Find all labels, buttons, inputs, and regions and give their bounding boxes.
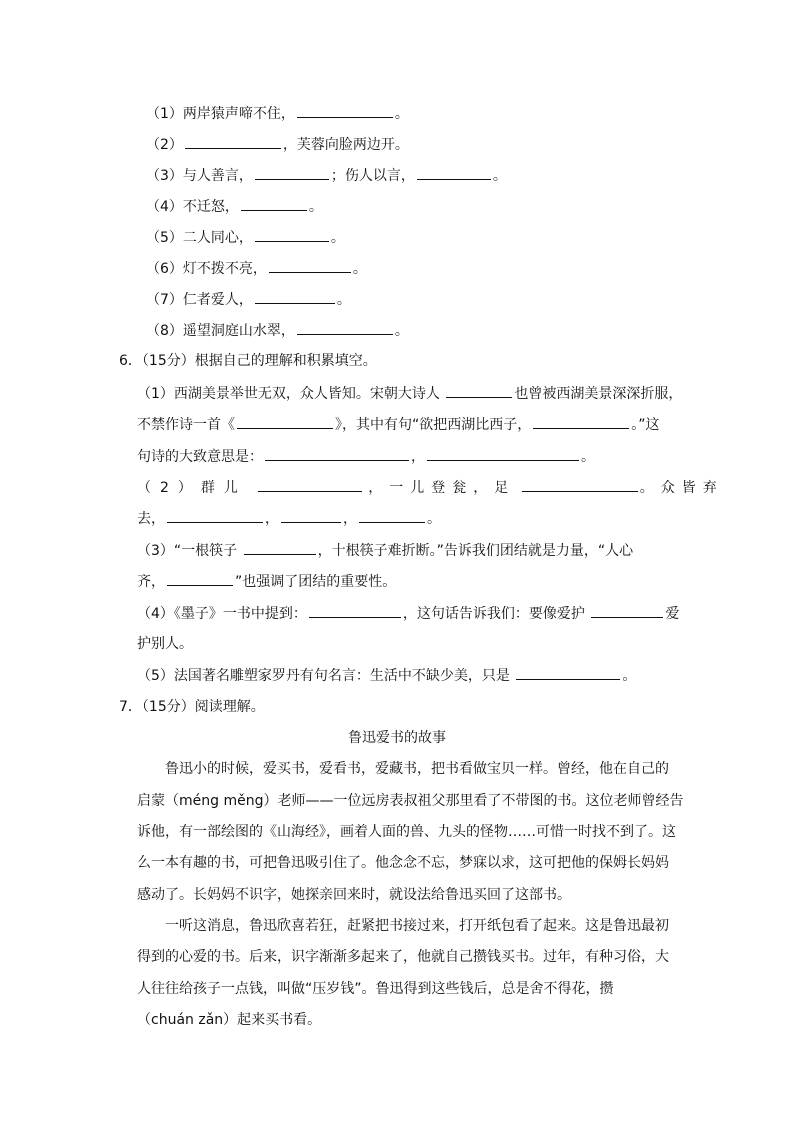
q5-item-5 [146, 227, 345, 248]
q5-item-7-end: 。 [336, 292, 351, 308]
q6-text: ， [411, 449, 425, 465]
q6-text: 句诗的大致意思是： [137, 449, 263, 465]
answer-blank[interactable] [446, 383, 512, 398]
q6-text: 齐， [137, 574, 165, 590]
q6-heading: 6．（15分）根据自己的理解和积累填空。 [119, 353, 377, 369]
q5-item-5-end: 。 [330, 230, 345, 246]
answer-blank[interactable] [281, 508, 341, 523]
q5-item-8 [146, 320, 409, 341]
q6-text: （5）法国著名雕塑家罗丹有句名言：生活中不缺少美，只是 [137, 668, 510, 684]
q6-text: 不禁作诗一首《 [137, 417, 235, 433]
q6-part4-line1 [137, 603, 679, 624]
q6-text: ， [343, 511, 357, 527]
q5-item-4-text: （4）不迁怒， [146, 199, 239, 215]
passage-line-5: 感动了。长妈妈不识字，她探亲回来时，就设法给鲁迅买回了这部书。 [137, 887, 571, 903]
q6-text: 爱 [665, 606, 680, 622]
q6-text: 。”这 [631, 417, 660, 433]
q6-text: ，十根筷子难折断。”告诉我们团结就是力量，“人心 [317, 543, 634, 559]
q6-text: ”也强调了团结的重要性。 [235, 574, 397, 590]
passage-line-6: 一听这消息，鲁迅欣喜若狂，赶紧把书接过来，打开纸包看了起来。这是鲁迅最初 [165, 918, 669, 934]
answer-blank[interactable] [237, 414, 333, 429]
passage-line-9: （chuán zǎn）起来买书看。 [137, 1012, 322, 1028]
answer-blank[interactable] [427, 446, 579, 461]
answer-blank[interactable] [265, 446, 409, 461]
q5-item-3-mid: ；伤人以言， [330, 168, 415, 184]
passage-line-4: 么一本有趣的书，可把鲁迅吸引住了。他念念不忘，梦寐以求，这可把他的保姆长妈妈 [137, 855, 669, 871]
answer-blank[interactable] [185, 134, 281, 149]
q5-item-2-text: （2） [146, 137, 183, 153]
passage-line-7: 得到的心爱的书。后来，识字渐渐多起来了，他就自己攒钱买书。过年，有种习俗，大 [137, 949, 669, 965]
q6-part1-line3 [137, 446, 595, 467]
answer-blank[interactable] [309, 603, 401, 618]
q5-item-1 [146, 103, 409, 124]
q5-item-5-text: （5）二人同心， [146, 230, 253, 246]
q6-text: 。 [622, 668, 637, 684]
q6-part2-line2 [137, 508, 441, 529]
q5-item-2 [146, 134, 409, 155]
q6-part3-line2 [137, 571, 396, 592]
answer-blank[interactable] [417, 165, 491, 180]
passage-line-2: 启蒙（méng měng）老师——一位远房表叔祖父那里看了不带图的书。这位老师曾经告 [137, 793, 684, 809]
q6-text: ，这句话告诉我们：要像爱护 [402, 606, 585, 622]
q5-item-3 [146, 165, 507, 186]
answer-blank[interactable] [167, 571, 233, 586]
answer-blank[interactable] [255, 227, 329, 242]
answer-blank[interactable] [255, 165, 329, 180]
q6-part4-line2: 护别人。 [137, 636, 193, 652]
answer-blank[interactable] [258, 477, 362, 492]
q5-item-1-text: （1）两岸猿声啼不住， [146, 106, 295, 122]
q5-item-4 [146, 196, 323, 217]
q5-item-2-end: ，芙蓉向脸两边开。 [282, 137, 409, 153]
q6-part1-line2 [137, 414, 660, 435]
q6-text: 。众皆弃 [639, 480, 724, 496]
q5-item-3-end: 。 [492, 168, 507, 184]
answer-blank[interactable] [591, 603, 663, 618]
q5-item-8-end: 。 [394, 323, 409, 339]
q6-text: （4）《墨子》一书中提到： [137, 606, 307, 622]
q5-item-6-text: （6）灯不拨不亮， [146, 261, 267, 277]
answer-blank[interactable] [241, 196, 307, 211]
answer-blank[interactable] [533, 414, 629, 429]
q6-text: ，一儿登瓮，足 [368, 480, 516, 496]
answer-blank[interactable] [297, 103, 393, 118]
q6-part3-line1 [137, 540, 633, 561]
answer-blank[interactable] [244, 540, 316, 555]
q6-text: （3）“一根筷子 [137, 543, 238, 559]
q6-part2-line1 [137, 477, 724, 498]
q6-text: 也曾被西湖美景深深折服， [514, 386, 683, 402]
q5-item-3-text: （3）与人善言， [146, 168, 253, 184]
q5-item-6-end: 。 [352, 261, 367, 277]
q7-heading: 7．（15分）阅读理解。 [119, 699, 265, 715]
answer-blank[interactable] [255, 289, 335, 304]
q6-text: 。 [581, 449, 595, 465]
q6-part1-line1 [137, 383, 682, 404]
passage-line-8: 人往往给孩子一点钱，叫做“压岁钱”。鲁迅得到这些钱后，总是舍不得花，攒 [137, 981, 614, 997]
q6-text: 》，其中有句“欲把西湖比西子， [335, 417, 532, 433]
answer-blank[interactable] [297, 320, 393, 335]
passage-line-3: 诉他，有一部绘图的《山海经》，画着人面的兽、九头的怪物……可惜一时找不到了。这 [137, 824, 676, 840]
answer-blank[interactable] [167, 508, 263, 523]
q6-text: （1）西湖美景举世无双，众人皆知。宋朝大诗人 [137, 386, 440, 402]
passage-line-1: 鲁迅小的时候，爱买书，爱看书，爱藏书，把书看做宝贝一样。曾经，他在自己的 [165, 761, 669, 777]
q6-text: 去， [137, 511, 165, 527]
answer-blank[interactable] [516, 665, 620, 680]
answer-blank[interactable] [522, 477, 638, 492]
q5-item-8-text: （8）遥望洞庭山水翠， [146, 323, 295, 339]
q5-item-6 [146, 258, 367, 279]
q5-item-1-end: 。 [394, 106, 409, 122]
q5-item-7 [146, 289, 351, 310]
answer-blank[interactable] [359, 508, 425, 523]
q5-item-7-text: （7）仁者爱人， [146, 292, 253, 308]
q6-text: ， [265, 511, 279, 527]
passage-title: 鲁迅爱书的故事 [348, 730, 446, 746]
q6-text: （2）群儿 [137, 480, 247, 496]
q6-text: 。 [427, 511, 441, 527]
q5-item-4-end: 。 [308, 199, 323, 215]
q6-part5 [137, 665, 636, 686]
answer-blank[interactable] [269, 258, 351, 273]
